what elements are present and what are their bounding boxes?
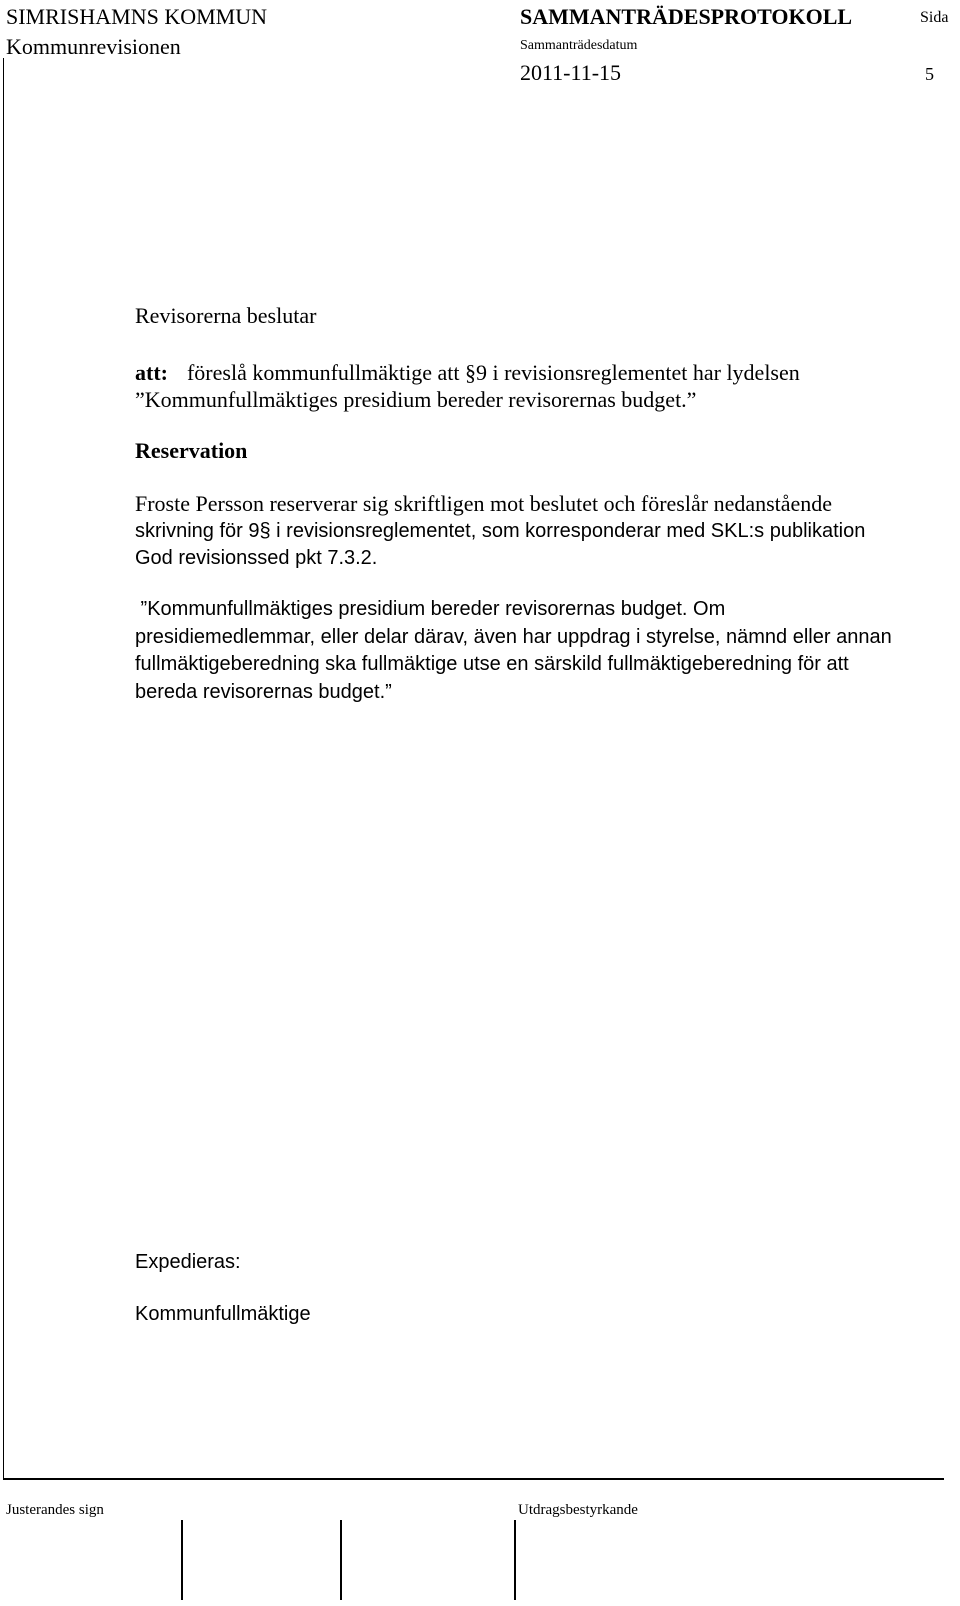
proposal-paragraph [135, 596, 892, 706]
decision-heading: Revisorerna beslutar [135, 303, 317, 328]
meeting-date-label: Sammanträdesdatum [520, 38, 638, 53]
reservation-paragraph [135, 490, 865, 573]
reservation-heading: Reservation [135, 438, 248, 463]
page-number: 5 [925, 64, 934, 84]
reservation-line: God revisionssed pkt 7.3.2. [135, 547, 378, 569]
department-name: Kommunrevisionen [6, 34, 181, 59]
footer-rule [3, 1478, 944, 1480]
signature-box-divider [514, 1520, 516, 1600]
expedieras-label: Expedieras: [135, 1251, 241, 1273]
signature-box-divider [340, 1520, 342, 1600]
justerandes-sign-label: Justerandes sign [6, 1502, 104, 1518]
att-text: föreslå kommunfullmäktige att §9 i revisionsreglementet har lydelsen [186, 360, 800, 385]
reservation-line: skrivning för 9§ i revisionsreglementet, som korresponderar med SKL:s publikation [135, 519, 866, 542]
proposal-line: presidiemedlemmar, eller delar därav, även har uppdrag i styrelse, nämnd eller annan [135, 625, 892, 648]
att-label: att: [135, 360, 168, 385]
utdragsbestyrkande-label: Utdragsbestyrkande [518, 1502, 638, 1518]
proposal-line: fullmäktigeberedning ska fullmäktige utse en särskild fullmäktigeberedning för att [135, 653, 849, 675]
organization-name: SIMRISHAMNS KOMMUN [6, 4, 267, 29]
proposal-line: ”Kommunfullmäktiges presidium bereder revisorernas budget. Om [135, 598, 726, 620]
att-clause [135, 360, 800, 386]
page-label: Sida [920, 9, 949, 26]
reservation-line: Froste Persson reserverar sig skriftligen mot beslutet och föreslår nedanstående [135, 491, 833, 516]
document-type-title: SAMMANTRÄDESPROTOKOLL [520, 4, 853, 29]
signature-box-divider [181, 1520, 183, 1600]
expedieras-recipient: Kommunfullmäktige [135, 1303, 311, 1325]
att-quote: ”Kommunfullmäktiges presidium bereder revisorernas budget.” [135, 387, 697, 412]
proposal-line: bereda revisorernas budget.” [135, 680, 392, 703]
meeting-date: 2011-11-15 [520, 60, 622, 85]
left-margin-rule [3, 58, 4, 1478]
